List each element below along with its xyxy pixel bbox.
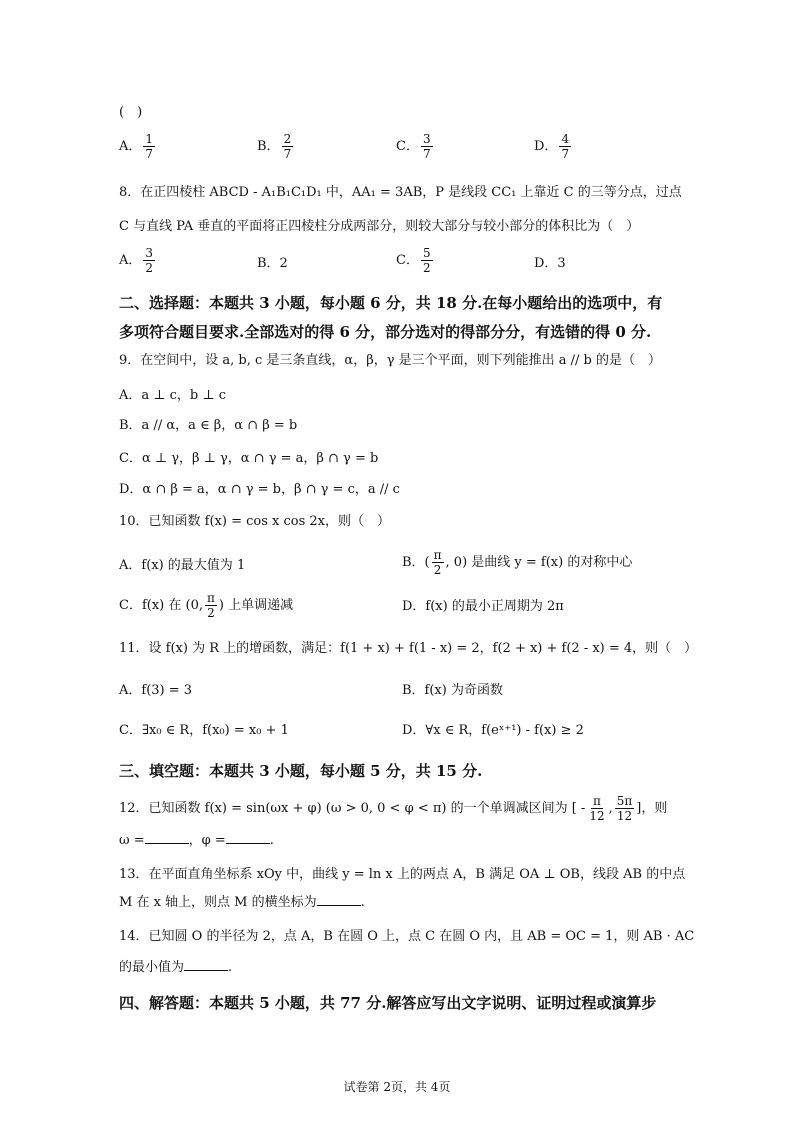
q8-stem-line1: 8．在正四棱柱 ABCD - A₁B₁C₁D₁ 中，AA₁ = 3AB，P 是线段 CC₁ 上靠近 C 的三等分点，过点	[119, 185, 682, 200]
q12-omega-blank[interactable]	[145, 831, 189, 844]
q7-option-c-den: 7	[422, 147, 431, 161]
q7-option-a-den: 7	[145, 147, 154, 161]
q7-option-c-num: 3	[422, 132, 431, 146]
q7-option-d-letter: D．	[534, 139, 558, 154]
q14-line2-post: .	[228, 960, 233, 975]
q10-option-a: A．f(x) 的最大值为 1	[119, 558, 246, 573]
q8-option-a-num: 3	[145, 246, 154, 260]
q8-option-a-fraction	[143, 246, 155, 275]
q7-option-c-letter: C．	[396, 139, 419, 154]
q11-option-a: A．f(3) = 3	[119, 683, 193, 698]
q14-answer-blank[interactable]	[184, 958, 228, 971]
q7-option-d-num: 4	[561, 132, 570, 146]
q10-option-b-den: 2	[433, 563, 442, 577]
q10-option-b-post: , 0) 是曲线 y = f(x) 的对称中心	[445, 555, 633, 570]
q7-option-d	[534, 132, 573, 161]
q12-phi-label: ，φ =	[188, 833, 226, 848]
q10-option-c-den: 2	[207, 606, 215, 620]
q8-option-c-letter: C．	[396, 253, 419, 268]
q12-fraction-1-den: 12	[589, 809, 605, 823]
q11-stem: 11．设 f(x) 为 R 上的增函数，满足：f(1 + x) + f(1 - x) = 2，f(2 + x) + f(2 - x) = 4，则（ ）	[119, 641, 698, 656]
q10-option-d: D．f(x) 的最小正周期为 2π	[402, 599, 564, 614]
q13-answer-blank[interactable]	[317, 893, 361, 906]
q9-option-b: B．a // α，a ∈ β，α ∩ β = b	[119, 418, 298, 433]
q7-paren: ( )	[119, 105, 143, 120]
q9-stem: 9．在空间中，设 a, b, c 是三条直线，α，β，γ 是三个平面，则下列能推出 a // b 的是（ ）	[119, 353, 661, 368]
q10-option-b-pre: B．(	[402, 555, 430, 570]
q11-option-c: C．∃x₀ ∈ R，f(x₀) = x₀ + 1	[119, 723, 289, 738]
q12-stem-post: ]，则	[636, 801, 668, 816]
q8-option-c	[396, 246, 435, 275]
q8-option-c-num: 5	[422, 246, 431, 260]
q9-option-c: C．α ⊥ γ，β ⊥ γ，α ∩ γ = a，β ∩ γ = b	[119, 451, 379, 466]
section2-line2: 多项符合题目要求.全部选对的得 6 分，部分选对的得部分分，有选错的得 0 分.	[119, 323, 652, 341]
q12-fraction-1	[587, 794, 606, 823]
q7-option-d-den: 7	[561, 147, 570, 161]
page-footer: 试卷第 2页，共 4页	[343, 1080, 451, 1094]
q10-option-c-num: π	[206, 591, 215, 605]
q12-fraction-1-num: π	[593, 794, 601, 808]
q7-option-a-fraction	[143, 132, 155, 161]
q8-option-c-fraction	[421, 246, 433, 275]
q8-option-a	[119, 246, 157, 275]
q14-stem-line2	[119, 958, 232, 977]
q12-fraction-2	[615, 794, 635, 823]
q14-stem-line1: 14．已知圆 O 的半径为 2，点 A，B 在圆 O 上，点 C 在圆 O 内，且 AB = OC = 1，则 AB · AC	[119, 929, 695, 944]
q10-stem: 10．已知函数 f(x) = cos x cos 2x，则（ ）	[119, 514, 391, 529]
section4-title: 四、解答题：本题共 5 小题，共 77 分.解答应写出文字说明、证明过程或演算步	[119, 994, 657, 1012]
q13-stem-line1: 13．在平面直角坐标系 xOy 中，曲线 y = ln x 上的两点 A，B 满足 OA ⊥ OB，线段 AB 的中点	[119, 867, 686, 882]
q8-stem-line2: C 与直线 PA 垂直的平面将正四棱柱分成两部分，则较大部分与较小部分的体积比为（ ）	[119, 219, 640, 234]
q8-option-a-letter: A．	[119, 253, 142, 268]
q7-option-b-fraction	[282, 132, 294, 161]
q12-omega-label: ω =	[119, 833, 145, 848]
q7-option-b	[257, 132, 295, 161]
q13-line2-post: .	[360, 895, 365, 910]
q10-option-c-pre: C．f(x) 在 (0,	[119, 598, 203, 613]
q12-phi-blank[interactable]	[226, 831, 270, 844]
q8-option-c-den: 2	[422, 261, 431, 275]
q7-option-a	[119, 132, 157, 161]
section2-line1: 二、选择题：本题共 3 小题，每小题 6 分，共 18 分.在每小题给出的选项中，有	[119, 294, 663, 312]
q7-option-c	[396, 132, 435, 161]
q12-end-period: .	[269, 833, 274, 848]
q7-option-c-fraction	[421, 132, 433, 161]
q12-stem	[119, 794, 667, 823]
q14-line2-pre: 的最小值为	[119, 960, 185, 975]
q12-fraction-2-den: 12	[616, 809, 633, 823]
q7-option-b-den: 7	[283, 147, 292, 161]
q10-option-c	[119, 591, 293, 620]
q12-stem-mid: ,	[608, 801, 613, 816]
q7-option-a-num: 1	[145, 132, 154, 146]
q11-option-b: B．f(x) 为奇函数	[402, 683, 503, 698]
q13-stem-line2	[119, 893, 365, 912]
q9-option-d: D．α ∩ β = a，α ∩ γ = b，β ∩ γ = c，a // c	[119, 482, 400, 497]
q12-stem-pre: 12．已知函数 f(x) = sin(ωx + φ) (ω > 0, 0 < φ < π) 的一个单调减区间为 [ -	[119, 801, 586, 816]
q12-answer-line	[119, 831, 274, 850]
q10-option-b-num: π	[433, 548, 442, 562]
q7-option-d-fraction	[559, 132, 571, 161]
q7-option-b-letter: B．	[257, 139, 280, 154]
q8-option-b: B．2	[257, 256, 288, 271]
q9-option-a: A．a ⊥ c，b ⊥ c	[119, 388, 227, 403]
q10-option-c-fraction	[205, 591, 217, 620]
section3-title: 三、填空题：本题共 3 小题，每小题 5 分，共 15 分.	[119, 762, 483, 780]
q10-option-b	[402, 548, 632, 577]
q12-fraction-2-num: 5π	[616, 794, 633, 808]
q11-option-d: D．∀x ∈ R，f(eˣ⁺¹) - f(x) ≥ 2	[402, 723, 584, 738]
q7-option-b-num: 2	[283, 132, 292, 146]
q10-option-c-post: ) 上单调递减	[218, 598, 294, 613]
q7-option-a-letter: A．	[119, 139, 142, 154]
q13-line2-pre: M 在 x 轴上，则点 M 的横坐标为	[119, 895, 317, 910]
q8-option-d: D．3	[534, 256, 566, 271]
q8-option-a-den: 2	[145, 261, 154, 275]
q10-option-b-fraction	[432, 548, 444, 577]
